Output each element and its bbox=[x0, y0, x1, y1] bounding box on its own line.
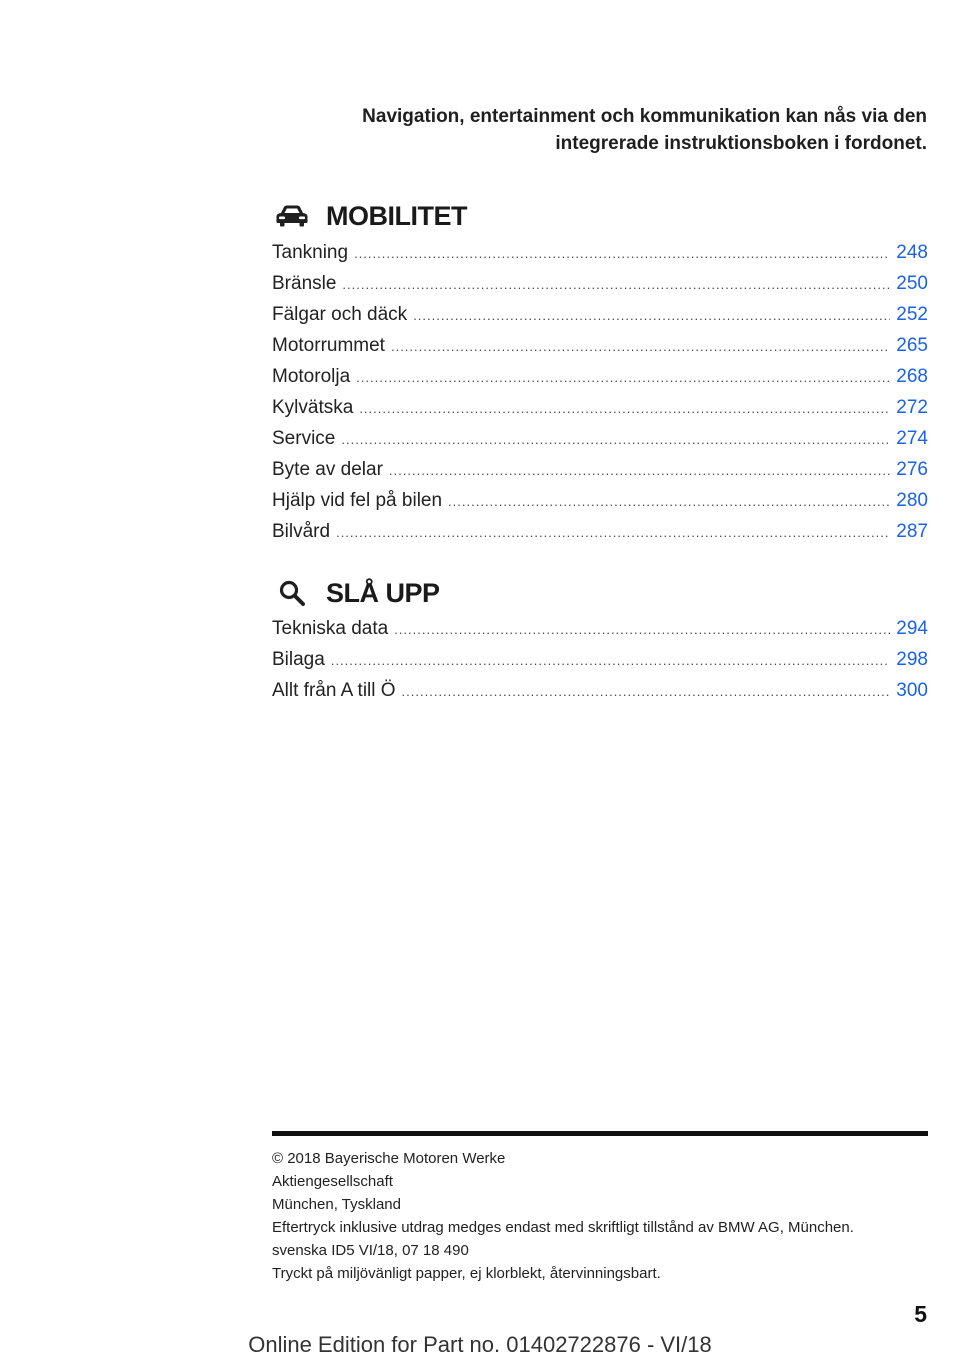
section-title: MOBILITET bbox=[326, 200, 467, 231]
section-heading-sla-upp bbox=[272, 576, 440, 610]
imprint-city: München, Tyskland bbox=[272, 1196, 401, 1213]
toc-entry[interactable] bbox=[272, 392, 928, 423]
leader-dots bbox=[391, 331, 890, 362]
toc-entry[interactable] bbox=[272, 268, 928, 299]
toc-entry[interactable] bbox=[272, 613, 928, 644]
search-icon bbox=[272, 579, 312, 607]
toc-page-link[interactable]: 268 bbox=[896, 366, 928, 387]
car-icon bbox=[272, 202, 312, 230]
intro-line-2: integrerade instruktionsboken i fordonet. bbox=[555, 133, 927, 154]
toc-entry-label: Tekniska data bbox=[272, 618, 389, 639]
leader-dots bbox=[413, 300, 890, 331]
imprint-edition: svenska ID5 VI/18, 07 18 490 bbox=[272, 1242, 469, 1259]
toc-page-link[interactable]: 287 bbox=[896, 521, 928, 542]
toc-page-link[interactable]: 252 bbox=[896, 304, 928, 325]
toc-entry[interactable] bbox=[272, 454, 928, 485]
leader-dots bbox=[394, 614, 890, 645]
online-edition-footer: Online Edition for Part no. 01402722876 - VI/18 bbox=[248, 1332, 712, 1357]
toc-entry-label: Bilvård bbox=[272, 521, 331, 542]
leader-dots bbox=[359, 393, 890, 424]
toc-page-link[interactable]: 300 bbox=[896, 680, 928, 701]
leader-dots bbox=[341, 424, 890, 455]
imprint-divider bbox=[272, 1131, 928, 1136]
toc-entry-label: Motorolja bbox=[272, 366, 351, 387]
toc-entry-label: Service bbox=[272, 428, 336, 449]
toc-entry[interactable] bbox=[272, 423, 928, 454]
toc-page-link[interactable]: 265 bbox=[896, 335, 928, 356]
toc-entry[interactable] bbox=[272, 361, 928, 392]
toc-entry-label: Motorrummet bbox=[272, 335, 385, 356]
toc-entry-label: Fälgar och däck bbox=[272, 304, 408, 325]
leader-dots bbox=[331, 645, 890, 676]
leader-dots bbox=[356, 362, 890, 393]
toc-page-link[interactable]: 274 bbox=[896, 428, 928, 449]
section-title: SLÅ UPP bbox=[326, 577, 440, 608]
toc-entry-label: Byte av delar bbox=[272, 459, 383, 480]
toc-list-mobilitet bbox=[272, 237, 928, 547]
toc-entry[interactable] bbox=[272, 675, 928, 706]
toc-entry[interactable] bbox=[272, 237, 928, 268]
toc-page-link[interactable]: 248 bbox=[896, 242, 928, 263]
leader-dots bbox=[402, 676, 891, 707]
imprint-reprint-notice: Eftertryck inklusive utdrag medges endast med skriftligt tillstånd av BMW AG, München. bbox=[272, 1219, 854, 1236]
toc-entry[interactable] bbox=[272, 299, 928, 330]
section-heading-mobilitet bbox=[272, 199, 467, 233]
imprint-paper-notice: Tryckt på miljövänligt papper, ej klorblekt, återvinningsbart. bbox=[272, 1265, 661, 1282]
toc-entry[interactable] bbox=[272, 644, 928, 675]
imprint-copyright: © 2018 Bayerische Motoren Werke bbox=[272, 1150, 506, 1167]
leader-dots bbox=[354, 238, 890, 269]
page-number: 5 bbox=[914, 1301, 927, 1327]
toc-page-link[interactable]: 276 bbox=[896, 459, 928, 480]
intro-line-1: Navigation, entertainment och kommunikation kan nås via den bbox=[362, 106, 927, 127]
toc-list-sla-upp bbox=[272, 613, 928, 706]
leader-dots bbox=[448, 486, 890, 517]
toc-page-link[interactable]: 280 bbox=[896, 490, 928, 511]
toc-entry[interactable] bbox=[272, 485, 928, 516]
toc-entry-label: Tankning bbox=[272, 242, 349, 263]
imprint-block bbox=[272, 1147, 928, 1285]
toc-entry[interactable] bbox=[272, 330, 928, 361]
toc-entry-label: Allt från A till Ö bbox=[272, 680, 396, 701]
leader-dots bbox=[336, 517, 890, 548]
toc-entry[interactable] bbox=[272, 516, 928, 547]
toc-entry-label: Bilaga bbox=[272, 649, 325, 670]
imprint-company: Aktiengesellschaft bbox=[272, 1173, 393, 1190]
toc-entry-label: Kylvätska bbox=[272, 397, 354, 418]
toc-page-link[interactable]: 272 bbox=[896, 397, 928, 418]
toc-page-link[interactable]: 250 bbox=[896, 273, 928, 294]
leader-dots bbox=[342, 269, 890, 300]
toc-entry-label: Bränsle bbox=[272, 273, 337, 294]
toc-entry-label: Hjälp vid fel på bilen bbox=[272, 490, 443, 511]
leader-dots bbox=[389, 455, 890, 486]
toc-page-link[interactable]: 298 bbox=[896, 649, 928, 670]
intro-text bbox=[287, 103, 927, 157]
toc-page-link[interactable]: 294 bbox=[896, 618, 928, 639]
